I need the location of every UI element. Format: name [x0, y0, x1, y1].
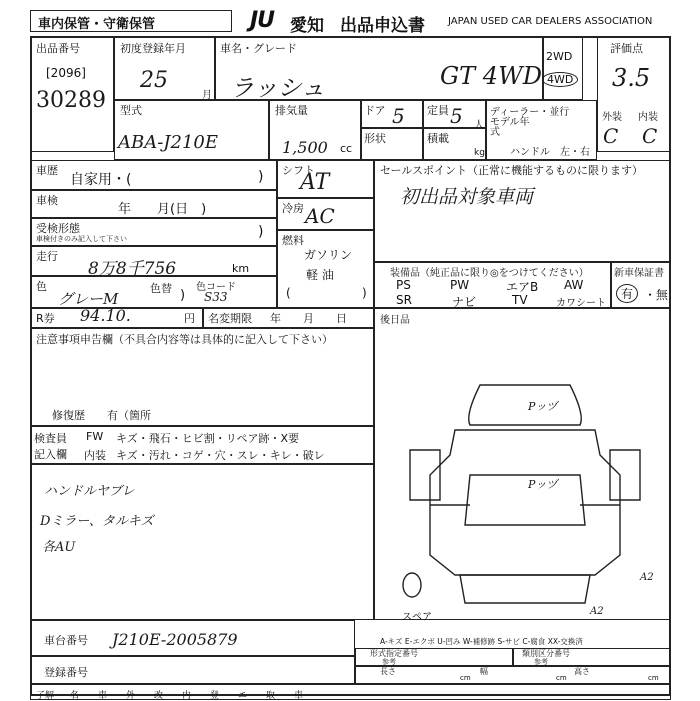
doors-label: ドア — [364, 104, 386, 117]
history-close: ) — [258, 169, 264, 185]
spec-height-unit: cm — [648, 674, 659, 682]
hood-outline — [465, 475, 585, 525]
inspector-label-1: 検査員 — [34, 432, 67, 445]
spec-type-sub: 参考 — [382, 658, 396, 666]
bottom-outline — [460, 575, 590, 603]
spec-height-label: 高さ — [574, 667, 590, 676]
mark-roof: Pッヅ — [528, 400, 558, 413]
shift-value: AT — [300, 170, 330, 195]
grade-ext-label: 外装 — [602, 112, 622, 123]
equip-sr: SR — [396, 293, 412, 307]
displacement-label: 排気量 — [275, 104, 308, 117]
mark-a2-bottom: A2 — [590, 606, 604, 617]
fuel-diesel: 軽 油 — [306, 268, 334, 282]
lot-number: 30289 — [36, 88, 106, 113]
car-damage-diagram — [400, 355, 650, 615]
spec-len-label: 長さ — [380, 667, 396, 676]
spec-width-unit: cm — [556, 674, 567, 682]
r-ticket-value: 94.10. — [80, 306, 131, 325]
model-year-label: モデル年式 — [490, 117, 530, 138]
bottom-cell-3: 車 — [98, 691, 108, 701]
drive-2wd: 2WD — [546, 50, 573, 63]
body-outline — [430, 430, 620, 575]
bottom-cell-4: 外 — [126, 691, 136, 701]
grade-int-value: C — [642, 124, 658, 148]
bottom-cell-1: 了解 — [36, 691, 55, 701]
mileage-unit: km — [232, 262, 250, 275]
grade-int-label: 内装 — [638, 112, 658, 123]
handle-options: 左・右 — [560, 147, 590, 158]
dealer-label: ディーラー・並行 — [490, 107, 570, 118]
color-value: グレーM — [58, 290, 119, 308]
receipt-close: ) — [258, 224, 264, 240]
name-change-label: 名変期限 — [208, 312, 252, 325]
registration-year: 25 — [140, 68, 168, 93]
bottom-cell-10: 車 — [294, 691, 304, 701]
form-subtitle: JAPAN USED CAR DEALERS ASSOCIATION — [448, 16, 653, 27]
r-ticket-label: R券 — [36, 312, 55, 325]
inspector-label-2: 記入欄 — [34, 448, 67, 461]
color-change-label: 色替 — [150, 282, 172, 295]
corner-tag-text: 車内保管・守衛保管 — [38, 17, 156, 32]
brand-name: 愛知 — [290, 16, 324, 36]
registration-month-unit: 月 — [202, 90, 212, 101]
spec-size-cell — [355, 666, 671, 684]
equip-tv: TV — [512, 293, 528, 307]
spare-tire — [403, 573, 421, 597]
equipment-label: 装備品（純正品に限り◎をつけてください） — [390, 268, 589, 279]
receipt-label: 受検形態 — [36, 222, 80, 235]
right-wheel-outline — [610, 450, 640, 500]
warranty-label: 新車保証書 — [614, 268, 664, 279]
name-change-text: 年 月 日 — [270, 312, 347, 325]
r-ticket-unit: 円 — [184, 312, 195, 325]
drive-cell — [543, 36, 583, 100]
chassis-label: 車台番号 — [44, 634, 88, 647]
color-code-value: S33 — [204, 290, 228, 304]
history-cell — [30, 160, 277, 190]
shift-label: シフト — [282, 164, 315, 177]
grade-eval-label: 評価点 — [610, 42, 643, 55]
sales-point-label: セールスポイント（正常に機能するものに限ります） — [380, 164, 644, 177]
notes-label: 注意事項申告欄（不具合内容等は具体的に記入して下さい） — [36, 333, 333, 346]
equip-navi: ナビ — [452, 295, 477, 309]
lot-label: 出品番号 — [36, 42, 80, 55]
displacement-value: 1,500 — [282, 138, 328, 157]
warranty-yes: 有 — [616, 284, 638, 303]
spec-width-label: 幅 — [480, 667, 488, 676]
spec-type-label: 形式指定番号 — [370, 649, 418, 658]
remark-3: 各AU — [42, 540, 76, 555]
grade-ext-value: C — [603, 124, 619, 148]
aircon-value: AC — [305, 204, 335, 228]
repair-history: 修復歴 有（箇所 — [52, 409, 151, 422]
attachment-label: 後日品 — [380, 315, 410, 326]
bottom-cell-8: エ — [238, 691, 248, 701]
shape-label: 形状 — [364, 132, 386, 145]
inspector-int-label: 内装 — [84, 449, 106, 462]
model-grade: GT 4WD — [440, 62, 542, 90]
inspector-fw-items: キズ・飛石・ヒビ割・リペア跡・X要 — [116, 432, 300, 445]
load-label: 積載 — [427, 132, 449, 145]
receipt-note: 車検付きのみ記入して下さい — [36, 235, 127, 243]
handle-label: ハンドル — [510, 147, 550, 158]
fuel-paren-close: ) — [362, 286, 367, 300]
aircon-label: 冷房 — [282, 202, 304, 215]
inspector-int-items: キズ・汚れ・コゲ・穴・スレ・キレ・破レ — [116, 449, 325, 462]
grade-eval-score: 3.5 — [612, 64, 651, 92]
spec-class-sub: 参考 — [534, 658, 548, 666]
color-label: 色 — [36, 280, 47, 293]
fuel-gas: ガソリン — [304, 248, 353, 262]
inspection-text: 年 月(日 ) — [118, 202, 207, 217]
fuel-paren-open: ( — [286, 286, 291, 300]
registration-no-label: 登録番号 — [44, 666, 88, 679]
damage-legend: A-キズ E-エクボ U-凹み W-補修跡 S-サビ C-腐食 XX-交換済 — [380, 637, 583, 646]
equip-airbag: エアB — [506, 280, 539, 294]
roof-outline — [469, 385, 582, 425]
left-wheel-outline — [410, 450, 440, 500]
bottom-cell-6: 内 — [182, 691, 192, 701]
lot-sub-number: [2096] — [46, 66, 86, 80]
doors-value: 5 — [392, 104, 405, 128]
equip-leather: カワシート — [556, 298, 606, 309]
inspection-label: 車検 — [36, 194, 58, 207]
history-value: 自家用・( — [70, 172, 132, 188]
fuel-label: 燃料 — [282, 234, 304, 247]
warranty-sep: ・ — [644, 288, 657, 302]
spec-class-label: 類別区分番号 — [522, 649, 570, 658]
model-label: 車名・グレード — [220, 42, 297, 55]
remark-1: ハンドルヤブレ — [44, 484, 135, 499]
form-title: 出品申込書 — [340, 16, 425, 36]
type-value: ABA-J210E — [118, 132, 219, 153]
bottom-cell-2: 名 — [70, 691, 80, 701]
sales-point-text: 初出品対象車両 — [400, 186, 534, 208]
remark-2: Dミラー、タルキズ — [40, 514, 154, 529]
equip-pw: PW — [450, 278, 470, 292]
load-unit: kg — [474, 148, 485, 158]
spare-label: スペア — [402, 612, 432, 623]
bottom-cell-7: 登 — [210, 691, 220, 701]
warranty-no: 無 — [656, 288, 669, 302]
mileage-label: 走行 — [36, 250, 58, 263]
spec-len-unit: cm — [460, 674, 471, 682]
chassis-value: J210E-2005879 — [112, 630, 238, 649]
equip-ps: PS — [396, 278, 411, 292]
equip-aw: AW — [564, 278, 584, 292]
color-change-close: ) — [180, 288, 186, 303]
mark-a2-right: A2 — [640, 572, 654, 583]
mark-body: Pッヅ — [528, 478, 558, 491]
capacity-value: 5 — [450, 104, 463, 128]
ju-logo: JU — [250, 8, 275, 33]
type-label: 型式 — [120, 104, 142, 117]
displacement-unit: cc — [340, 142, 353, 155]
capacity-unit: 人 — [474, 120, 484, 131]
bottom-cell-5: 改 — [154, 691, 164, 701]
drive-4wd: 4WD — [542, 72, 578, 87]
history-label: 車歴 — [36, 164, 58, 177]
mileage-value: 8万8千756 — [88, 259, 177, 279]
bottom-cell-9: 取 — [266, 691, 276, 701]
color-code-label: 色コード — [196, 282, 236, 293]
model-name: ラッシュ — [230, 74, 326, 102]
capacity-label: 定員 — [427, 104, 449, 117]
inspector-fw-label: FW — [86, 430, 104, 443]
registration-label: 初度登録年月 — [120, 42, 186, 55]
